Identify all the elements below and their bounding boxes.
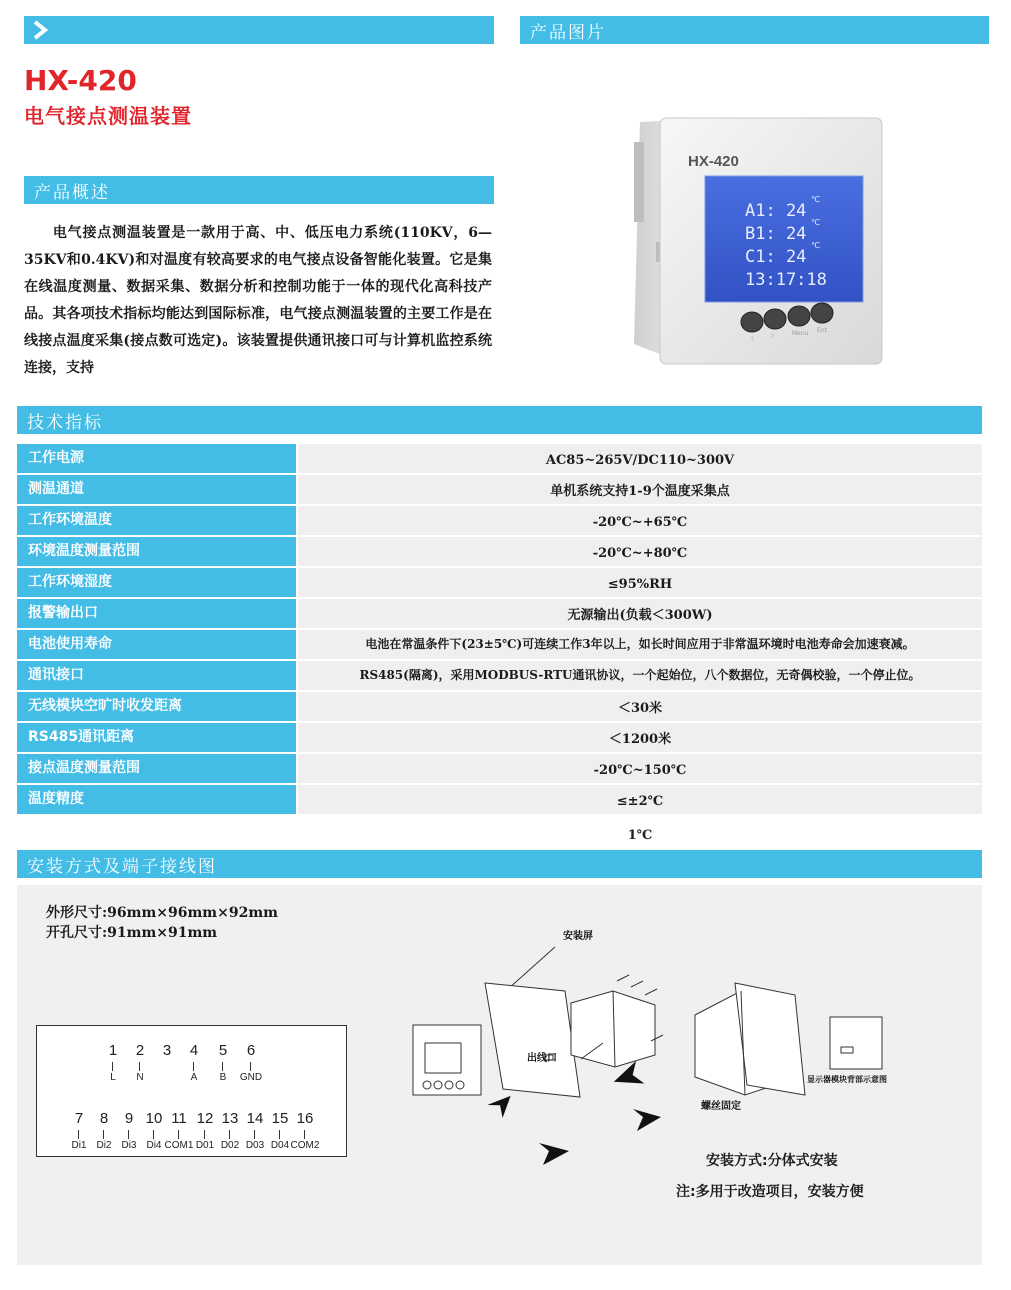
section-bar-overview (24, 176, 494, 204)
spec-value: -20℃~150℃ (298, 754, 982, 783)
terminal-tick (153, 1130, 154, 1139)
terminal-tick (250, 1062, 251, 1071)
terminal-tick (204, 1130, 205, 1139)
terminal-number: 7 (74, 1110, 84, 1127)
terminal-label: COM1 (164, 1140, 194, 1151)
section-bar-specs (17, 406, 982, 434)
terminal-number: 10 (145, 1110, 163, 1127)
overview-paragraph (24, 220, 492, 382)
device-button-label-1: 《 (748, 336, 755, 343)
terminal-tick (112, 1062, 113, 1071)
header-bar-left (24, 16, 494, 44)
terminal-tick (279, 1130, 280, 1139)
terminal-number: 5 (218, 1042, 228, 1059)
terminal-label: COM2 (290, 1140, 320, 1151)
outer-size: 外形尺寸:96mm×96mm×92mm (46, 905, 278, 921)
section-title-specs: 技术指标 (27, 412, 103, 433)
overview-text: 电气接点测温装置是一款用于高、中、低压电力系统(110KV，6—35KV和0.4KV)和对温度有较高要求的电气接点设备智能化装置。它是集在线温度测量、数据采集、数据分析和控制功能于一体的现代化高科技产品。其各项技术指标均能达到国际标准，电气接点测温装置的主要工作是在线接点温度采集(接点数可选定)。该装置提供通讯接口可与计算机监控系统连接，支持 (24, 225, 492, 376)
terminal-number: 13 (221, 1110, 239, 1127)
spec-value: AC85~265V/DC110~300V (298, 444, 982, 473)
terminal-number: 14 (246, 1110, 264, 1127)
spec-value: ＜1200米 (298, 723, 982, 752)
device-button-ent (811, 303, 833, 323)
spec-label: 测温通道 (17, 475, 296, 504)
terminal-number: 9 (124, 1110, 134, 1127)
spec-row (17, 692, 982, 721)
product-name: 电气接点测温装置 (24, 104, 192, 128)
terminal-label: A (190, 1072, 198, 1083)
install-illustration (405, 925, 905, 1175)
lcd-unit-2: ℃ (811, 218, 820, 227)
terminal-tick (222, 1062, 223, 1071)
spec-row (17, 537, 982, 566)
terminal-label: B (219, 1072, 227, 1083)
terminal-tick (193, 1062, 194, 1071)
terminal-number: 4 (189, 1042, 199, 1059)
spec-extra-value: 1℃ (627, 828, 653, 843)
device-button-left (741, 312, 763, 332)
device-button-menu (788, 306, 810, 326)
terminal-number: 3 (162, 1042, 172, 1059)
lcd-unit-1: ℃ (811, 195, 820, 204)
product-model: HX-420 (24, 64, 137, 97)
spec-row (17, 444, 982, 473)
device-button-label-2: 》 (771, 333, 778, 340)
terminal-number: 6 (246, 1042, 256, 1059)
spec-value: 电池在常温条件下(23±5℃)可连续工作3年以上，如长时间应用于非常温环境时电池寿命会加速衰减。 (298, 630, 982, 659)
spec-value: 单机系统支持1-9个温度采集点 (298, 475, 982, 504)
spec-label: 工作电源 (17, 444, 296, 473)
spec-row (17, 475, 982, 504)
terminal-number: 2 (135, 1042, 145, 1059)
spec-row (17, 568, 982, 597)
label-screw: 螺丝固定 (701, 1101, 741, 1112)
terminal-number: 1 (108, 1042, 118, 1059)
terminal-label: D03 (245, 1140, 265, 1151)
spec-label: 电池使用寿命 (17, 630, 296, 659)
spec-value: -20℃~+65℃ (298, 506, 982, 535)
spec-value: 无源输出(负载＜300W) (298, 599, 982, 628)
terminal-label: D02 (220, 1140, 240, 1151)
section-title-install: 安装方式及端子接线图 (27, 856, 217, 877)
terminal-label: Di1 (71, 1140, 87, 1151)
spec-row (17, 785, 982, 814)
device-image (620, 112, 890, 368)
terminal-label: Di2 (96, 1140, 112, 1151)
spec-row (17, 506, 982, 535)
spec-value: -20℃~+80℃ (298, 537, 982, 566)
spec-label: 通讯接口 (17, 661, 296, 690)
terminal-label: Di4 (146, 1140, 162, 1151)
chevron-right-icon (30, 19, 52, 41)
device-brand: HX-420 (688, 153, 739, 170)
spec-row (17, 630, 982, 659)
spec-label: 工作环境温度 (17, 506, 296, 535)
device-button-label-3: Menu (792, 330, 809, 337)
device-button-label-4: Ent (817, 327, 827, 334)
terminal-tick (103, 1130, 104, 1139)
section-bar-picture (520, 16, 989, 44)
terminal-diagram (36, 1025, 347, 1157)
spec-label: 报警输出口 (17, 599, 296, 628)
lcd-line-2: B1: 24 (745, 224, 807, 244)
terminal-tick (178, 1130, 179, 1139)
terminal-tick (254, 1130, 255, 1139)
install-mode: 安装方式:分体式安装 (706, 1153, 838, 1169)
spec-row (17, 754, 982, 783)
terminal-tick (229, 1130, 230, 1139)
terminal-tick (128, 1130, 129, 1139)
spec-label: 环境温度测量范围 (17, 537, 296, 566)
terminal-label: L (110, 1072, 116, 1083)
terminal-number: 16 (296, 1110, 314, 1127)
spec-value: RS485(隔离)，采用MODBUS-RTU通讯协议，一个起始位，八个数据位，无奇偶校验，一个停止位。 (298, 661, 982, 690)
terminal-number: 15 (271, 1110, 289, 1127)
terminal-tick (139, 1062, 140, 1071)
lcd-unit-3: ℃ (811, 241, 820, 250)
spec-label: 工作环境湿度 (17, 568, 296, 597)
terminal-label: Di3 (121, 1140, 137, 1151)
terminal-label: D04 (270, 1140, 290, 1151)
spec-label: 无线模块空旷时收发距离 (17, 692, 296, 721)
section-bar-install (17, 850, 982, 878)
terminal-tick (304, 1130, 305, 1139)
lcd-line-3: C1: 24 (745, 247, 807, 267)
terminal-number: 11 (171, 1110, 187, 1127)
spec-value: ≤±2℃ (298, 785, 982, 814)
label-outlet: 出线口 (527, 1053, 557, 1064)
spec-value: ≤95%RH (298, 568, 982, 597)
spec-row (17, 599, 982, 628)
terminal-number: 12 (196, 1110, 214, 1127)
spec-row (17, 661, 982, 690)
spec-row (17, 723, 982, 752)
section-title-overview: 产品概述 (34, 182, 110, 203)
spec-value: ＜30米 (298, 692, 982, 721)
lcd-line-1: A1: 24 (745, 201, 807, 221)
terminal-label: N (136, 1072, 144, 1083)
lcd-line-4: 13:17:18 (745, 270, 827, 290)
device-button-right (764, 309, 786, 329)
spec-label: 温度精度 (17, 785, 296, 814)
label-back-view: 显示器模块背部示意图 (807, 1075, 887, 1084)
terminal-label: GND (239, 1072, 263, 1083)
hole-size: 开孔尺寸:91mm×91mm (46, 925, 218, 941)
terminal-label: D01 (195, 1140, 215, 1151)
label-install-screen: 安装屏 (563, 931, 593, 942)
spec-label: RS485通讯距离 (17, 723, 296, 752)
install-note: 注:多用于改造项目，安装方便 (676, 1184, 864, 1200)
spec-label: 接点温度测量范围 (17, 754, 296, 783)
terminal-number: 8 (99, 1110, 109, 1127)
section-title-picture: 产品图片 (530, 22, 606, 43)
terminal-tick (78, 1130, 79, 1139)
